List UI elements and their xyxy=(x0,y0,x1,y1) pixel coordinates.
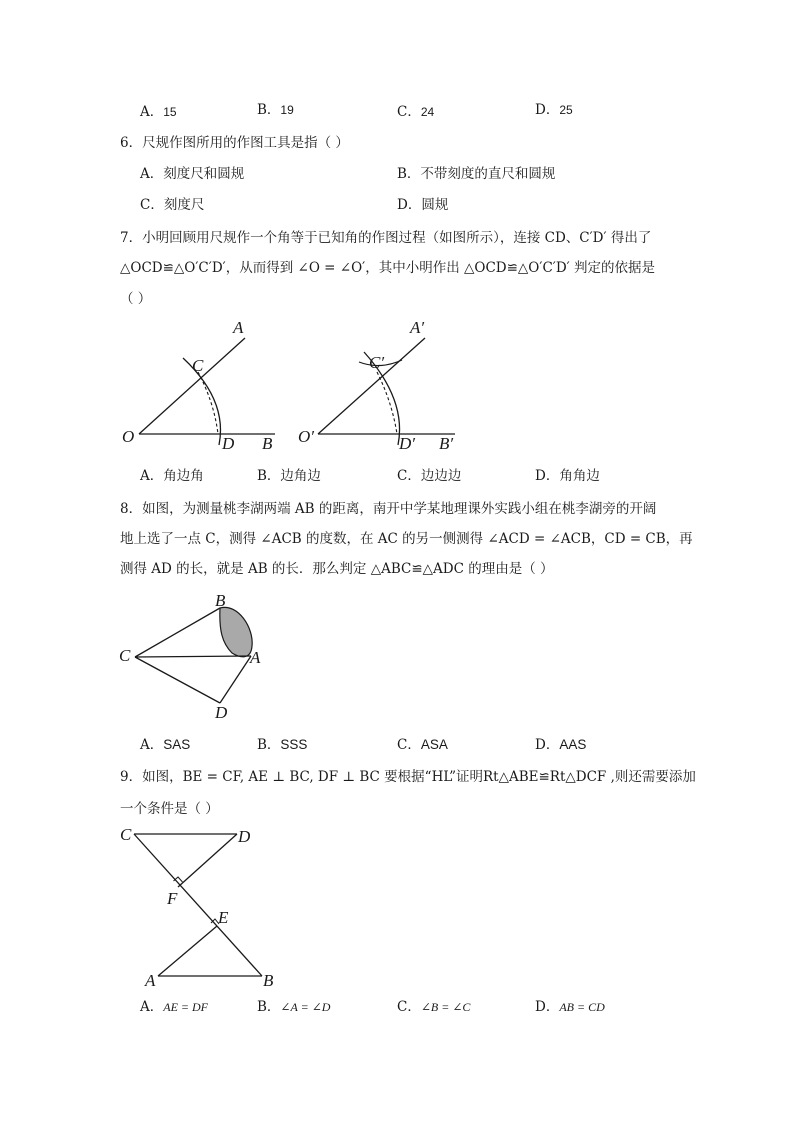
q7-option-a[interactable]: A．角边角 xyxy=(140,468,204,484)
q7-right-label-d: D′ xyxy=(399,434,415,453)
q9-label-b: B xyxy=(263,971,274,990)
q9-label-d: D xyxy=(238,827,251,846)
q9-option-a[interactable]: A．AE = DF xyxy=(140,999,209,1015)
q8-label-c: C xyxy=(119,646,131,665)
q7-left-label-c: C xyxy=(192,356,204,375)
q9-label-a: A xyxy=(145,971,156,990)
q8-option-d[interactable]: D．AAS xyxy=(535,737,587,753)
q7-right-label-o: O′ xyxy=(298,427,314,446)
q7-option-d[interactable]: D．角角边 xyxy=(535,468,600,484)
q9-label-f: F xyxy=(167,889,178,908)
q7-left-label-o: O xyxy=(122,427,135,446)
q8-label-a: A xyxy=(250,648,261,667)
q9-stem-line1: 9．如图，BE = CF, AE ⊥ BC, DF ⊥ BC 要根据“HL”证明Rt△ABE≌Rt△DCF ,则还需要添加 xyxy=(120,769,696,785)
q7-right-label-b: B′ xyxy=(439,434,454,453)
q6-option-c[interactable]: C．刻度尺 xyxy=(140,197,205,213)
q8-stem-line2: 地上选了一点 C，测得 ∠ACB 的度数，在 AC 的另一侧测得 ∠ACD = ∠ACB，CD = CB，再 xyxy=(120,531,693,547)
q7-right-label-c: C′ xyxy=(369,353,385,372)
q9-option-d[interactable]: D．AB = CD xyxy=(535,999,605,1015)
q5-option-c[interactable]: C．24 xyxy=(397,104,435,120)
q7-left-label-a: A xyxy=(233,318,244,337)
q8-option-b[interactable]: B．SSS xyxy=(257,737,308,753)
q9-label-e: E xyxy=(218,908,229,927)
q6-option-b[interactable]: B．不带刻度的直尺和圆规 xyxy=(397,166,556,182)
q6-stem: 6．尺规作图所用的作图工具是指（ ） xyxy=(120,135,349,151)
q9-option-b[interactable]: B．∠A = ∠D xyxy=(257,999,331,1015)
q7-left-label-d: D xyxy=(222,434,235,453)
q7-option-b[interactable]: B．边角边 xyxy=(257,468,321,484)
q8-option-a[interactable]: A．SAS xyxy=(140,737,191,753)
q7-stem-line2: △OCD≌△O′C′D′，从而得到 ∠O = ∠O′，其中小明作出 △OCD≌△O′C′D′ 判定的依据是 xyxy=(120,260,656,276)
q9-option-c[interactable]: C．∠B = ∠C xyxy=(397,999,471,1015)
q6-option-d[interactable]: D．圆规 xyxy=(397,197,449,213)
q5-option-d[interactable]: D．25 xyxy=(535,102,573,118)
q8-stem-line1: 8．如图，为测量桃李湖两端 AB 的距离，南开中学某地理课外实践小组在桃李湖旁的开阔 xyxy=(120,501,657,517)
q8-stem-line3: 测得 AD 的长，就是 AB 的长．那么判定 △ABC≌△ADC 的理由是（ ） xyxy=(120,561,554,577)
q8-label-b: B xyxy=(215,591,226,610)
q7-stem-line3: （ ） xyxy=(120,291,152,307)
q9-stem-line2: 一个条件是（ ） xyxy=(120,801,219,817)
q5-option-a[interactable]: A．15 xyxy=(140,104,177,120)
q6-option-a[interactable]: A．刻度尺和圆规 xyxy=(140,166,245,182)
q7-left-label-b: B xyxy=(262,434,273,453)
q9-label-c: C xyxy=(120,825,132,844)
q7-option-c[interactable]: C．边边边 xyxy=(397,468,462,484)
q8-option-c[interactable]: C．ASA xyxy=(397,737,448,753)
q5-option-b[interactable]: B．19 xyxy=(257,102,294,118)
q7-right-label-a: A′ xyxy=(410,318,425,337)
q8-label-d: D xyxy=(215,703,228,722)
q7-stem-line1: 7．小明回顾用尺规作一个角等于已知角的作图过程（如图所示），连接 CD、C′D′ 得出了 xyxy=(120,230,652,246)
